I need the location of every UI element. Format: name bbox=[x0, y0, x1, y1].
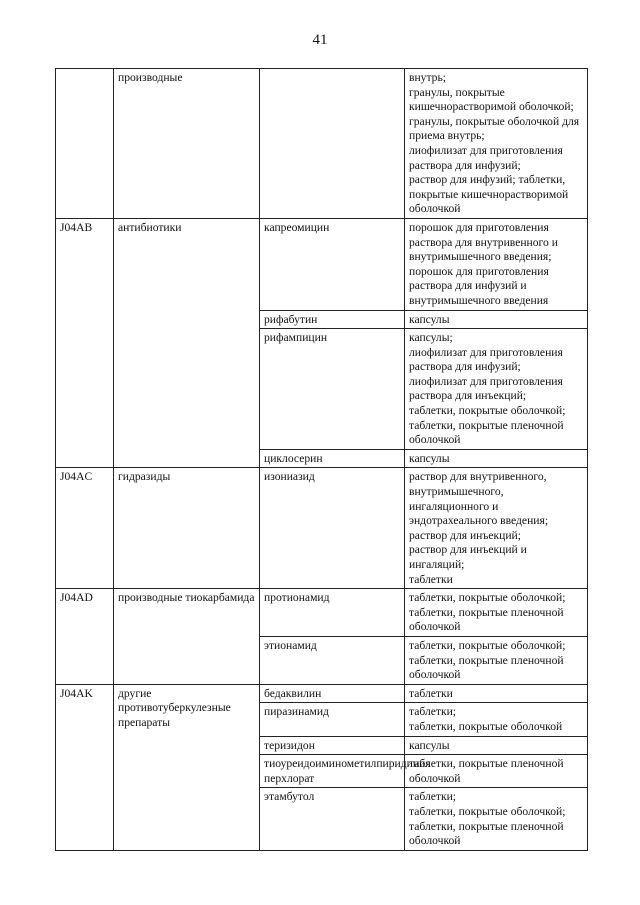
dosage-form-cell: таблетки; таблетки, покрытые оболочкой; таблетки, покрытые пленочной оболочкой bbox=[405, 788, 588, 850]
drug-name-cell: теризидон bbox=[260, 736, 405, 755]
table-row bbox=[56, 69, 588, 219]
drug-name-cell: этамбутол bbox=[260, 788, 405, 850]
table-row bbox=[56, 684, 588, 703]
group-cell: другие противотуберкулезные препараты bbox=[114, 684, 260, 850]
group-cell: производные тиокарбамида bbox=[114, 589, 260, 685]
dosage-form-cell: капсулы bbox=[405, 310, 588, 329]
dosage-form-cell: порошок для приготовления раствора для внутривенного и внутримышечного введения; порошок для приготовления раствора для инфузий и внутримышечного введения bbox=[405, 218, 588, 310]
drug-name-cell: рифабутин bbox=[260, 310, 405, 329]
atc-code-cell: J04AB bbox=[56, 218, 114, 468]
dosage-form-cell: капсулы bbox=[405, 449, 588, 468]
page-number: 41 bbox=[312, 32, 328, 48]
dosage-form-cell: таблетки, покрытые оболочкой; таблетки, покрытые пленочной оболочкой bbox=[405, 589, 588, 637]
drug-name-cell: изониазид bbox=[260, 468, 405, 589]
group-cell: антибиотики bbox=[114, 218, 260, 468]
atc-code-cell: J04AC bbox=[56, 468, 114, 589]
atc-code-cell: J04AK bbox=[56, 684, 114, 850]
table-row bbox=[56, 218, 588, 310]
table-row bbox=[56, 468, 588, 589]
drug-name-cell: тиоуреидоиминометилпиридиния перхлорат bbox=[260, 755, 405, 788]
dosage-form-cell: таблетки, покрытые пленочной оболочкой bbox=[405, 755, 588, 788]
drug-name-cell: капреомицин bbox=[260, 218, 405, 310]
atc-code-cell: J04AD bbox=[56, 589, 114, 685]
group-cell: гидразиды bbox=[114, 468, 260, 589]
drug-name-cell: рифампицин bbox=[260, 329, 405, 450]
dosage-form-cell: капсулы bbox=[405, 736, 588, 755]
drug-name-cell: этионамид bbox=[260, 636, 405, 684]
drug-name-cell: циклосерин bbox=[260, 449, 405, 468]
dosage-form-cell: таблетки bbox=[405, 684, 588, 703]
drug-name-cell bbox=[260, 69, 405, 219]
drug-table bbox=[55, 68, 588, 851]
dosage-form-cell: раствор для внутривенного, внутримышечного, ингаляционного и эндотрахеального введения; раствор для инъекций; раствор для инъекций и ингаляций; таблетки bbox=[405, 468, 588, 589]
drug-name-cell: пиразинамид bbox=[260, 703, 405, 736]
dosage-form-cell: капсулы; лиофилизат для приготовления раствора для инфузий; лиофилизат для приготовления раствора для инъекций; таблетки, покрытые оболочкой; таблетки, покрытые пленочной оболочкой bbox=[405, 329, 588, 450]
drug-name-cell: протионамид bbox=[260, 589, 405, 637]
atc-code-cell bbox=[56, 69, 114, 219]
table-row bbox=[56, 589, 588, 637]
drug-name-cell: бедаквилин bbox=[260, 684, 405, 703]
dosage-form-cell: таблетки; таблетки, покрытые оболочкой bbox=[405, 703, 588, 736]
dosage-form-cell: внутрь; гранулы, покрытые кишечнорастворимой оболочкой; гранулы, покрытые оболочкой для приема внутрь; лиофилизат для приготовления раствора для инфузий; раствор для инфузий; таблетки, покрытые кишечнорастворимой оболочкой bbox=[405, 69, 588, 219]
dosage-form-cell: таблетки, покрытые оболочкой; таблетки, покрытые пленочной оболочкой bbox=[405, 636, 588, 684]
group-cell: производные bbox=[114, 69, 260, 219]
